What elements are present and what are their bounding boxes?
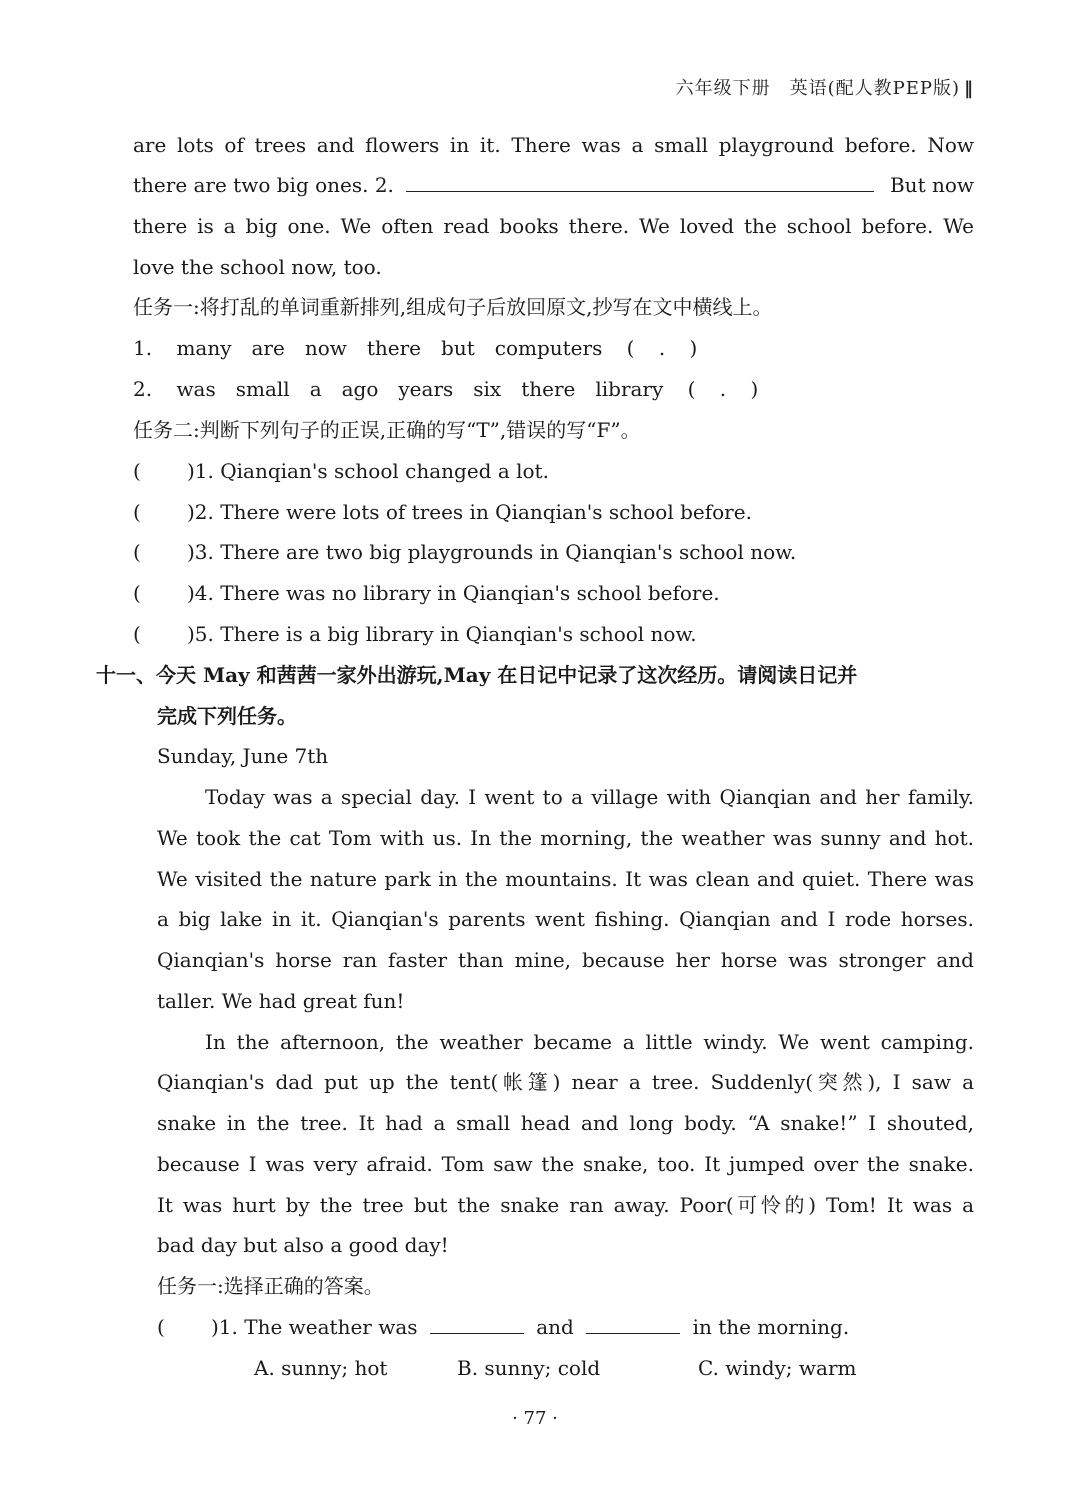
- task2-item-5: [133, 620, 697, 648]
- task2-item-1: [133, 457, 549, 485]
- q1-suffix: in the morning.: [692, 1315, 850, 1339]
- answer-paren[interactable]: (: [133, 459, 141, 483]
- page-number: · 77 ·: [512, 1408, 558, 1429]
- answer-paren[interactable]: (: [133, 622, 141, 646]
- section11-title-line2: 完成下列任务。: [157, 704, 297, 728]
- answer-paren[interactable]: (: [133, 540, 141, 564]
- diary-p2-line2: Qianqian's dad put up the tent(帐篷) near a tree. Suddenly(突然), I saw a: [157, 1070, 974, 1094]
- task2-title: 任务二:判断下列句子的正误,正确的写“T”,错误的写“F”。: [133, 418, 641, 442]
- task2-item-3: [133, 538, 796, 566]
- task2-item-2: [133, 498, 752, 526]
- q1-option-a[interactable]: A. sunny; hot: [254, 1356, 388, 1380]
- answer-paren[interactable]: (: [133, 581, 141, 605]
- diary-p2-line5: It was hurt by the tree but the snake ran away. Poor(可怜的) Tom! It was a: [157, 1193, 974, 1217]
- q1-blank-2[interactable]: [586, 1313, 680, 1334]
- q1-blank-1[interactable]: [430, 1313, 524, 1334]
- task2-item-2-text: )2. There were lots of trees in Qianqian's school before.: [187, 500, 752, 524]
- diary-p2-line4: because I was very afraid. Tom saw the snake, too. It jumped over the snake.: [157, 1152, 974, 1176]
- passage-line-2: [133, 171, 974, 199]
- section11-title-line1: 十一、今天 May 和茜茜一家外出游玩,May 在日记中记录了这次经历。请阅读日记并: [96, 663, 858, 687]
- task1-item-1: 1. many are now there but computers ( . ): [133, 336, 698, 360]
- passage-line-2-end: But now: [889, 173, 974, 197]
- diary-p1-line3: We visited the nature park in the mountains. It was clean and quiet. There was: [157, 867, 974, 891]
- q1-prefix: )1. The weather was: [211, 1315, 418, 1339]
- q1-option-c[interactable]: C. windy; warm: [698, 1356, 857, 1380]
- diary-p2-line1: In the afternoon, the weather became a little windy. We went camping.: [205, 1030, 974, 1054]
- task2-item-3-text: )3. There are two big playgrounds in Qianqian's school now.: [187, 540, 797, 564]
- header-bar-icon: ‖: [964, 78, 974, 99]
- task2-item-5-text: )5. There is a big library in Qianqian's school now.: [187, 622, 697, 646]
- task1-item-2: 2. was small a ago years six there library ( . ): [133, 377, 759, 401]
- diary-p1-line4: a big lake in it. Qianqian's parents went fishing. Qianqian and I rode horses.: [157, 907, 974, 931]
- page-header: [676, 74, 974, 100]
- task1-title: 任务一:将打乱的单词重新排列,组成句子后放回原文,抄写在文中横线上。: [133, 295, 773, 319]
- diary-p1-line1: Today was a special day. I went to a village with Qianqian and her family.: [205, 785, 974, 809]
- diary-date: Sunday, June 7th: [157, 744, 329, 768]
- q1-option-b[interactable]: B. sunny; cold: [457, 1356, 601, 1380]
- answer-paren[interactable]: (: [157, 1315, 165, 1339]
- task2-item-4-text: )4. There was no library in Qianqian's school before.: [187, 581, 720, 605]
- diary-p1-line5: Qianqian's horse ran faster than mine, because her horse was stronger and: [157, 948, 974, 972]
- task2-item-4: [133, 579, 720, 607]
- answer-paren[interactable]: (: [133, 500, 141, 524]
- section11-q1: [157, 1313, 849, 1341]
- diary-p1-line2: We took the cat Tom with us. In the morning, the weather was sunny and hot.: [157, 826, 974, 850]
- passage-line-2-start: there are two big ones. 2.: [133, 173, 394, 197]
- answer-blank-2[interactable]: [406, 171, 874, 192]
- diary-p2-line3: snake in the tree. It had a small head and long body. “A snake!” I shouted,: [157, 1111, 974, 1135]
- section11-task1-title: 任务一:选择正确的答案。: [157, 1274, 384, 1298]
- passage-line-3: there is a big one. We often read books there. We loved the school before. We: [133, 214, 974, 238]
- q1-mid: and: [536, 1315, 574, 1339]
- header-title: 六年级下册 英语(配人教PEP版): [675, 78, 960, 99]
- task2-item-1-text: )1. Qianqian's school changed a lot.: [187, 459, 549, 483]
- diary-p2-line6: bad day but also a good day!: [157, 1233, 449, 1257]
- passage-line-1: are lots of trees and flowers in it. There was a small playground before. Now: [133, 133, 974, 157]
- diary-p1-line6: taller. We had great fun!: [157, 989, 405, 1013]
- passage-line-4: love the school now, too.: [133, 255, 382, 279]
